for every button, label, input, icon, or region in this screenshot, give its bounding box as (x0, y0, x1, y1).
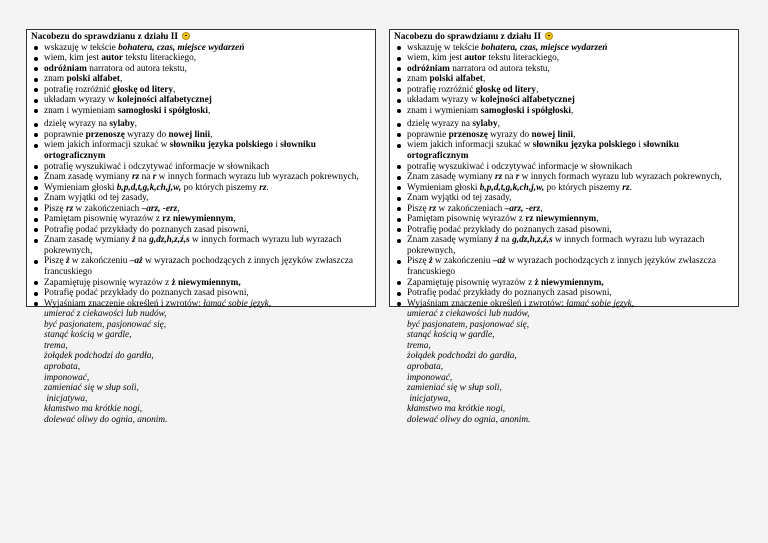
list-item: znam i wymieniam samogłoski i spółgłoski, (31, 106, 371, 117)
example-line: inicjatywa, (44, 393, 88, 404)
example-line: aprobata, (44, 361, 81, 372)
example-line: trema, (44, 340, 68, 351)
list-item: potrafię rozróżnić głoskę od litery, (31, 85, 371, 96)
example-line: trema, (407, 340, 431, 351)
example-line: umierać z ciekawości lub nudów, (407, 309, 530, 320)
list-item: znam polski alfabet, (31, 74, 371, 85)
example-line: zamieniać się w słup soli, (407, 383, 502, 394)
list-item: Piszę ż w zakończeniu –aż w wyrazach pochodzących z innych języków zwłaszcza francuskiego (394, 256, 734, 277)
example-line: kłamstwo ma krótkie nogi, (407, 404, 506, 415)
example-line: dolewać oliwy do ognia, anonim. (407, 414, 531, 425)
list-item: potrafię wyszukiwać i odczytywać informacje w słownikach (394, 162, 734, 173)
example-line: zamieniać się w słup soli, (44, 383, 139, 394)
list-item: Piszę ż w zakończeniu –aż w wyrazach pochodzących z innych języków zwłaszcza francuskiego (31, 256, 371, 277)
list-item: Znam wyjątki od tej zasady, (31, 193, 371, 204)
list-item: Potrafię podać przykłady do poznanych zasad pisowni, (31, 288, 371, 299)
list-item: Piszę rz w zakończeniach –arz, -erz, (31, 204, 371, 215)
list-item: Potrafię podać przykłady do poznanych zasad pisowni, (394, 288, 734, 299)
list-item: Znam wyjątki od tej zasady, (394, 193, 734, 204)
list-item: Wyjaśniam znaczenie określeń i zwrotów: łamać sobie język, (31, 299, 371, 310)
list-item: wskazuję w tekście bohatera, czas, miejsce wydarzeń (31, 43, 371, 54)
smiley-icon (545, 32, 553, 40)
list-item: Znam zasadę wymiany ż na g,dz,h,z,ź,s w innych formach wyrazu lub wyrazach pokrewnych, (394, 235, 734, 256)
checklist-card-right (389, 29, 739, 425)
list-item: wiem jakich informacji szukać w słowniku języka polskiego i słowniku ortograficznym (31, 140, 371, 161)
example-line: żołądek podchodzi do gardła, (407, 351, 517, 362)
list-item: odróżniam narratora od autora tekstu, (31, 64, 371, 75)
example-line: inicjatywa, (407, 393, 451, 404)
list-item: Wymieniam głoski b,p,d,t,g,k,ch,j,w, po których piszemy rz. (31, 183, 371, 194)
list-item: poprawnie przenoszę wyrazy do nowej linii, (394, 130, 734, 141)
list-item: potrafię rozróżnić głoskę od litery, (394, 85, 734, 96)
list-item: znam i wymieniam samogłoski i spółgłoski, (394, 106, 734, 117)
card-title: Nacobezu do sprawdzianu z działu II (31, 32, 371, 43)
list-item: odróżniam narratora od autora tekstu, (394, 64, 734, 75)
example-line: kłamstwo ma krótkie nogi, (44, 404, 143, 415)
example-line: żołądek podchodzi do gardła, (44, 351, 154, 362)
example-line: aprobata, (407, 361, 444, 372)
list-item: dzielę wyrazy na sylaby, (394, 119, 734, 130)
list-item: Wyjaśniam znaczenie określeń i zwrotów: łamać sobie język, (394, 299, 734, 310)
example-line: stanąć kością w gardle, (407, 330, 495, 341)
list-item: Pamiętam pisownię wyrazów z rz niewymiennym, (394, 214, 734, 225)
smiley-icon (182, 32, 190, 40)
example-line: stanąć kością w gardle, (44, 330, 132, 341)
list-item: Zapamiętuję pisownię wyrazów z ż niewymiennym, (394, 278, 734, 289)
list-item: wiem jakich informacji szukać w słowniku języka polskiego i słowniku ortograficznym (394, 140, 734, 161)
checklist-card-left (26, 29, 376, 425)
list-item: Zapamiętuję pisownię wyrazów z ż niewymiennym, (31, 278, 371, 289)
checklist (394, 43, 734, 310)
list-item: Znam zasadę wymiany ż na g,dz,h,z,ź,s w innych formach wyrazu lub wyrazach pokrewnych, (31, 235, 371, 256)
list-item: Wymieniam głoski b,p,d,t,g,k,ch,j,w, po których piszemy rz. (394, 183, 734, 194)
list-item: wiem, kim jest autor tekstu literackiego, (31, 53, 371, 64)
list-item: Pamiętam pisownię wyrazów z rz niewymiennym, (31, 214, 371, 225)
list-item: układam wyrazy w kolejności alfabetycznej (394, 95, 734, 106)
list-item: Znam zasadę wymiany rz na r w innych formach wyrazu lub wyrazach pokrewnych, (31, 172, 371, 183)
list-item: układam wyrazy w kolejności alfabetycznej (31, 95, 371, 106)
list-item: dzielę wyrazy na sylaby, (31, 119, 371, 130)
example-line: być pasjonatem, pasjonować się, (44, 319, 167, 330)
list-item: wskazuję w tekście bohatera, czas, miejsce wydarzeń (394, 43, 734, 54)
list-item: poprawnie przenoszę wyrazy do nowej linii, (31, 130, 371, 141)
list-item: wiem, kim jest autor tekstu literackiego, (394, 53, 734, 64)
list-item: Piszę rz w zakończeniach –arz, -erz, (394, 204, 734, 215)
list-item: Znam zasadę wymiany rz na r w innych formach wyrazu lub wyrazach pokrewnych, (394, 172, 734, 183)
example-line: imponować, (44, 372, 90, 383)
list-item: znam polski alfabet, (394, 74, 734, 85)
example-line: dolewać oliwy do ognia, anonim. (44, 414, 168, 425)
example-line: być pasjonatem, pasjonować się, (407, 319, 530, 330)
example-line: imponować, (407, 372, 453, 383)
card-title: Nacobezu do sprawdzianu z działu II (394, 32, 734, 43)
example-line: umierać z ciekawości lub nudów, (44, 309, 167, 320)
checklist (31, 43, 371, 310)
list-item: potrafię wyszukiwać i odczytywać informacje w słownikach (31, 162, 371, 173)
list-item: Potrafię podać przykłady do poznanych zasad pisowni, (31, 225, 371, 236)
list-item: Potrafię podać przykłady do poznanych zasad pisowni, (394, 225, 734, 236)
